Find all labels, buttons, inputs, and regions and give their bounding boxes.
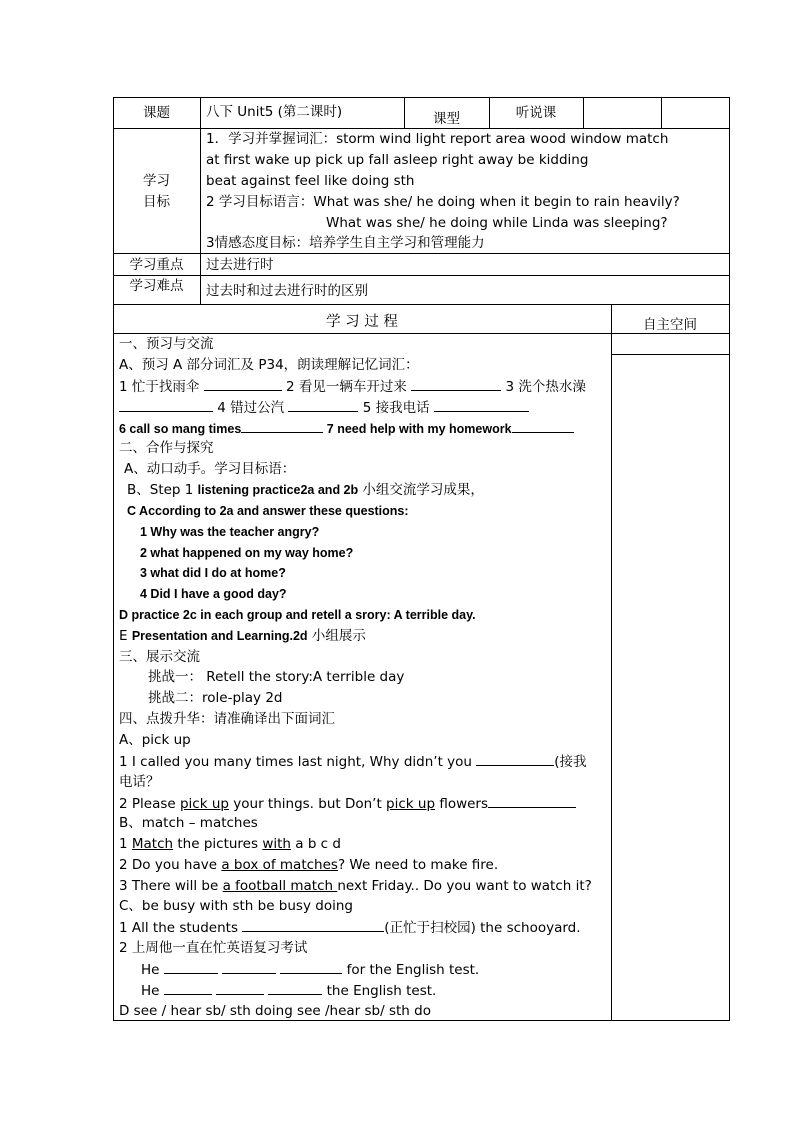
header-cell-rule xyxy=(661,97,662,128)
goals-label: 目标 xyxy=(143,194,170,210)
exercise-text: flowers xyxy=(435,796,489,812)
process-title: 学 习 过 程 xyxy=(326,314,398,330)
answer-blank[interactable] xyxy=(164,981,212,995)
answer-blank[interactable] xyxy=(222,960,276,974)
underlined-phrase: pick up xyxy=(179,796,229,812)
instruction-text: A、动口动手。学习目标语： xyxy=(124,461,296,477)
answer-blank[interactable] xyxy=(512,419,574,433)
table-rule xyxy=(113,253,730,254)
question-item: 2 what happened on my way home? xyxy=(140,546,354,560)
exercise-text: the pictures xyxy=(173,836,263,852)
item-text: 6 call so mang times xyxy=(119,422,242,436)
answer-blank[interactable] xyxy=(216,981,264,995)
exercise-text: (正忙于扫校园) the schooyard. xyxy=(384,920,581,936)
exercise-text: 1 xyxy=(119,836,132,852)
answer-blank[interactable] xyxy=(288,398,358,412)
subsection-heading: B、match – matches xyxy=(119,815,258,831)
exercise-text: next Friday.. Do you want to watch it? xyxy=(337,878,592,894)
item-text: 5 接我电话 xyxy=(362,400,430,416)
question-item: 4 Did I have a good day? xyxy=(140,587,287,601)
answer-blank[interactable] xyxy=(434,398,529,412)
section-heading: 四、点拨升华：请准确译出下面词汇 xyxy=(119,711,335,727)
fill-in-line xyxy=(119,419,574,438)
side-column-rule xyxy=(611,304,612,1020)
subsection-heading: D see / hear sb/ sth doing see /hear sb/ sth do xyxy=(119,1003,431,1019)
exercise-line xyxy=(141,960,479,979)
question-item: 1 Why was the teacher angry? xyxy=(140,525,320,539)
exercise-line xyxy=(119,918,581,937)
exercise-text: He xyxy=(141,962,164,978)
item-text: 3 洗个热水澡 xyxy=(505,379,586,395)
exercise-line: 电话？ xyxy=(119,774,160,790)
step-note: 小组展示 xyxy=(307,628,366,644)
underlined-phrase: a football match xyxy=(222,878,338,894)
goals-text: 3情感态度目标：培养学生自主学习和管理能力 xyxy=(206,235,485,251)
answer-blank[interactable] xyxy=(411,377,501,391)
exercise-text: 1 All the students xyxy=(119,920,243,936)
goals-text: 1．学习并掌握词汇：storm wind light report area wood window match xyxy=(206,131,669,147)
item-text: 2 看见一辆车开过来 xyxy=(285,379,407,395)
exercise-line xyxy=(119,752,587,771)
goals-text: at first wake up pick up fall asleep right away be kidding xyxy=(206,152,589,168)
key-point-value: 过去进行时 xyxy=(206,257,274,273)
answer-blank[interactable] xyxy=(476,752,554,766)
difficulty-label: 学习难点 xyxy=(129,278,184,294)
step-label: E xyxy=(119,628,132,644)
challenge-item: 挑战二：role-play 2d xyxy=(148,690,283,706)
underlined-phrase: with xyxy=(262,836,291,852)
step-task: listening practice2a and 2b xyxy=(197,483,359,497)
step-task: Presentation and Learning.2d xyxy=(131,629,308,643)
item-text: 1 忙于找雨伞 xyxy=(119,379,200,395)
answer-blank[interactable] xyxy=(242,918,384,932)
exercise-text: (接我 xyxy=(554,754,587,770)
side-column-rule xyxy=(611,354,730,355)
exercise-text: the English test. xyxy=(322,983,437,999)
answer-blank[interactable] xyxy=(241,419,323,433)
instruction-text: A、预习 A 部分词汇及 P34，朗读理解记忆词汇： xyxy=(119,357,419,373)
exercise-text: a b c d xyxy=(290,836,341,852)
answer-blank[interactable] xyxy=(204,377,282,391)
exercise-line xyxy=(141,981,436,1000)
difficulty-value: 过去时和过去进行时的区别 xyxy=(206,283,368,299)
subsection-heading: C、be busy with sth be busy doing xyxy=(119,898,353,914)
table-border-left xyxy=(113,97,114,1021)
answer-blank[interactable] xyxy=(280,960,342,974)
exercise-line xyxy=(119,856,498,874)
instruction-text: D practice 2c in each group and retell a srory: A terrible day. xyxy=(119,608,476,622)
question-item: 3 what did I do at home? xyxy=(140,566,286,580)
step-label: B、Step 1 xyxy=(127,482,198,498)
section-heading: 二、合作与探究 xyxy=(119,440,214,456)
exercise-text: 2 Do you have xyxy=(119,857,222,873)
exercise-text: for the English test. xyxy=(342,962,480,978)
exercise-text: 3 There will be xyxy=(119,878,223,894)
goals-text: 2 学习目标语言：What was she/ he doing when it begin to rain heavily? xyxy=(206,194,680,210)
type-label: 课型 xyxy=(433,111,460,127)
underlined-phrase: Match xyxy=(131,836,174,852)
answer-blank[interactable] xyxy=(119,398,213,412)
fill-in-line xyxy=(119,377,586,396)
exercise-line xyxy=(119,794,576,813)
table-rule xyxy=(113,275,730,276)
course-label: 课题 xyxy=(143,105,170,121)
goals-text: What was she/ he doing while Linda was sleeping? xyxy=(326,215,668,231)
exercise-line xyxy=(119,835,341,853)
table-rule xyxy=(113,304,730,305)
exercise-text: 1 I called you many times last night, Why didn’t you xyxy=(119,754,477,770)
instruction-text xyxy=(127,481,484,499)
exercise-text: your things. but Don’t xyxy=(228,796,387,812)
course-value: 八下 Unit5 (第二课时) xyxy=(206,104,343,120)
underlined-phrase: a box of matches xyxy=(221,857,338,873)
table-border-top xyxy=(113,97,730,98)
header-cell-rule xyxy=(583,97,584,128)
table-border-bottom xyxy=(113,1020,730,1021)
table-rule xyxy=(113,128,730,129)
goals-text: beat against feel like doing sth xyxy=(206,173,415,189)
goals-label: 学习 xyxy=(143,173,170,189)
exercise-text: He xyxy=(141,983,164,999)
type-value: 听说课 xyxy=(515,105,557,121)
challenge-item: 挑战一： Retell the story:A terrible day xyxy=(148,669,405,685)
exercise-text: 2 Please xyxy=(119,796,180,812)
exercise-text: ? We need to make fire. xyxy=(337,857,499,873)
fill-in-line xyxy=(119,398,529,417)
self-space-label: 自主空间 xyxy=(643,317,697,333)
answer-blank[interactable] xyxy=(488,794,576,808)
exercise-line xyxy=(119,877,592,895)
section-heading: 三、展示交流 xyxy=(119,649,200,665)
key-point-label: 学习重点 xyxy=(129,257,184,273)
instruction-text xyxy=(119,627,366,645)
answer-blank[interactable] xyxy=(164,960,218,974)
instruction-text: C According to 2a and answer these questions: xyxy=(127,504,409,518)
exercise-line: 2 上周他一直在忙英语复习考试 xyxy=(119,940,308,956)
answer-blank[interactable] xyxy=(268,981,322,995)
item-text: 4 错过公汽 xyxy=(217,400,285,416)
label-column-rule xyxy=(200,97,201,304)
item-text: 7 need help with my homework xyxy=(326,422,512,436)
subsection-heading: A、pick up xyxy=(119,732,191,748)
step-note: 小组交流学习成果， xyxy=(358,482,484,498)
section-heading: 一、预习与交流 xyxy=(119,336,214,352)
table-border-right xyxy=(729,97,730,1021)
underlined-phrase: pick up xyxy=(386,796,436,812)
